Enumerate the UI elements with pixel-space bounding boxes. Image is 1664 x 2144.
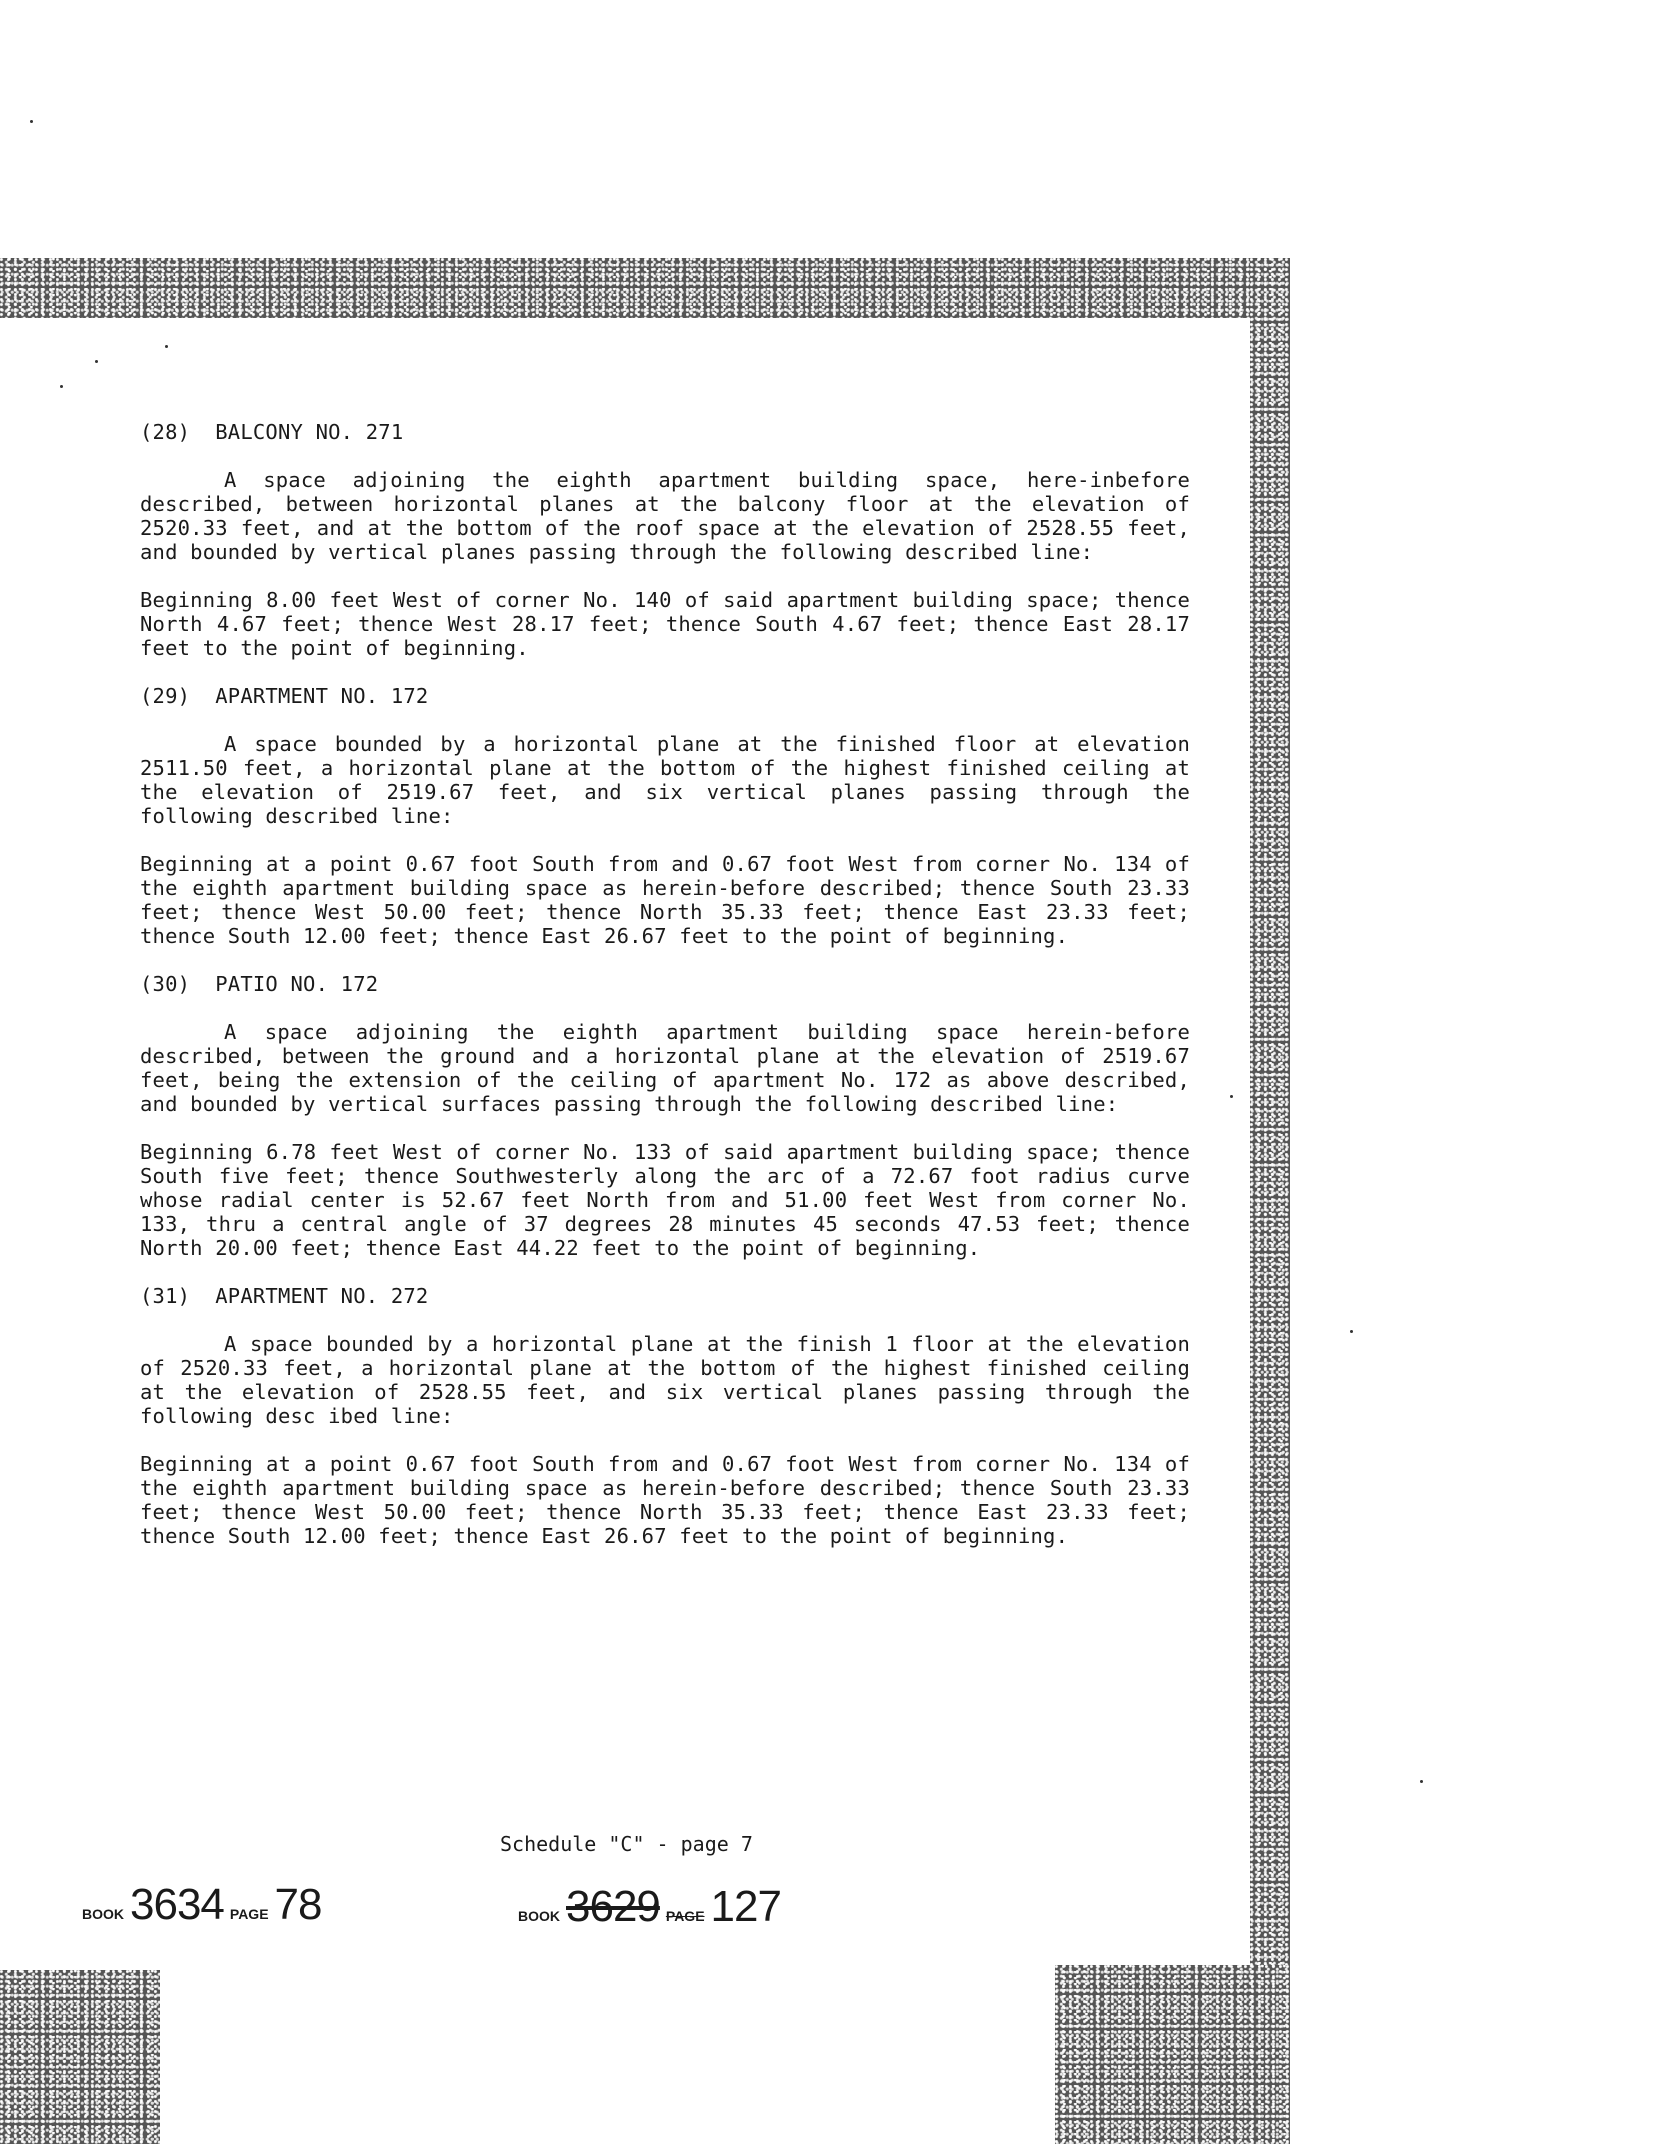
section-31	[140, 1284, 1190, 1548]
book-number: 3629	[566, 1882, 660, 1931]
book-label: BOOK	[518, 1908, 560, 1924]
section-paragraph: Beginning 8.00 feet West of corner No. 140 of said apartment building space; thence North 4.67 feet; thence West 28.17 feet; thence South 4.67 feet; thence East 28.17 feet to the point of beginning.	[140, 588, 1190, 660]
book-page-stamp-right	[518, 1882, 781, 1932]
scan-corner-bottom-right	[1055, 1965, 1290, 2144]
scan-speck	[95, 360, 98, 363]
section-paragraph: A space adjoining the eighth apartment building space, here-inbefore described, between horizontal planes at the balcony floor at the elevation of 2520.33 feet, and at the bottom of the roof space at the elevation of 2528.55 feet, and bounded by vertical planes passing through the following described line:	[140, 468, 1190, 564]
scan-border-top	[0, 258, 1290, 318]
scan-border-right	[1250, 258, 1290, 1970]
scan-speck	[165, 345, 168, 348]
section-heading: (31) APARTMENT NO. 272	[140, 1284, 429, 1308]
section-28	[140, 420, 1190, 660]
book-page-stamp-left	[82, 1880, 321, 1930]
page-label: PAGE	[665, 1908, 705, 1924]
book-label: BOOK	[82, 1906, 124, 1922]
scan-speck	[1230, 1095, 1233, 1098]
section-paragraph: Beginning 6.78 feet West of corner No. 133 of said apartment building space; thence South five feet; thence Southwesterly along the arc of a 72.67 foot radius curve whose radial center is 52.67 feet North from and 51.00 feet West from corner No. 133, thru a central angle of 37 degrees 28 minutes 45 seconds 47.53 feet; thence North 20.00 feet; thence East 44.22 feet to the point of beginning.	[140, 1140, 1190, 1260]
page-number: 127	[710, 1882, 781, 1931]
section-paragraph: A space bounded by a horizontal plane at the finish 1 floor at the elevation of 2520.33 feet, a horizontal plane at the bottom of the highest finished ceiling at the elevation of 2528.55 feet, and six vertical planes passing through the following desc ibed line:	[140, 1332, 1190, 1428]
scan-speck	[30, 120, 33, 123]
section-paragraph: Beginning at a point 0.67 foot South from and 0.67 foot West from corner No. 134 of the eighth apartment building space as herein-before described; thence South 23.33 feet; thence West 50.00 feet; thence North 35.33 feet; thence East 23.33 feet; thence South 12.00 feet; thence East 26.67 feet to the point of beginning.	[140, 1452, 1190, 1548]
book-number: 3634	[130, 1880, 224, 1929]
section-paragraph: A space bounded by a horizontal plane at the finished floor at elevation 2511.50 feet, a horizontal plane at the bottom of the highest finished ceiling at the elevation of 2519.67 feet, and six vertical planes passing through the following described line:	[140, 732, 1190, 828]
section-30	[140, 972, 1190, 1260]
section-paragraph: Beginning at a point 0.67 foot South from and 0.67 foot West from corner No. 134 of the eighth apartment building space as herein-before described; thence South 23.33 feet; thence West 50.00 feet; thence North 35.33 feet; thence East 23.33 feet; thence South 12.00 feet; thence East 26.67 feet to the point of beginning.	[140, 852, 1190, 948]
scan-speck	[60, 385, 63, 388]
section-heading: (30) PATIO NO. 172	[140, 972, 379, 996]
scan-speck	[1350, 1330, 1353, 1333]
scan-corner-bottom-left	[0, 1970, 160, 2144]
page-label: PAGE	[229, 1906, 269, 1922]
section-29	[140, 684, 1190, 948]
schedule-caption: Schedule "C" - page 7	[500, 1832, 753, 1856]
document-body	[140, 420, 1190, 1572]
section-heading: (29) APARTMENT NO. 172	[140, 684, 429, 708]
scan-speck	[1420, 1780, 1423, 1783]
section-heading: (28) BALCONY NO. 271	[140, 420, 404, 444]
section-paragraph: A space adjoining the eighth apartment building space herein-before described, between the ground and a horizontal plane at the elevation of 2519.67 feet, being the extension of the ceiling of apartment No. 172 as above described, and bounded by vertical surfaces passing through the following described line:	[140, 1020, 1190, 1116]
page-number: 78	[274, 1880, 322, 1929]
